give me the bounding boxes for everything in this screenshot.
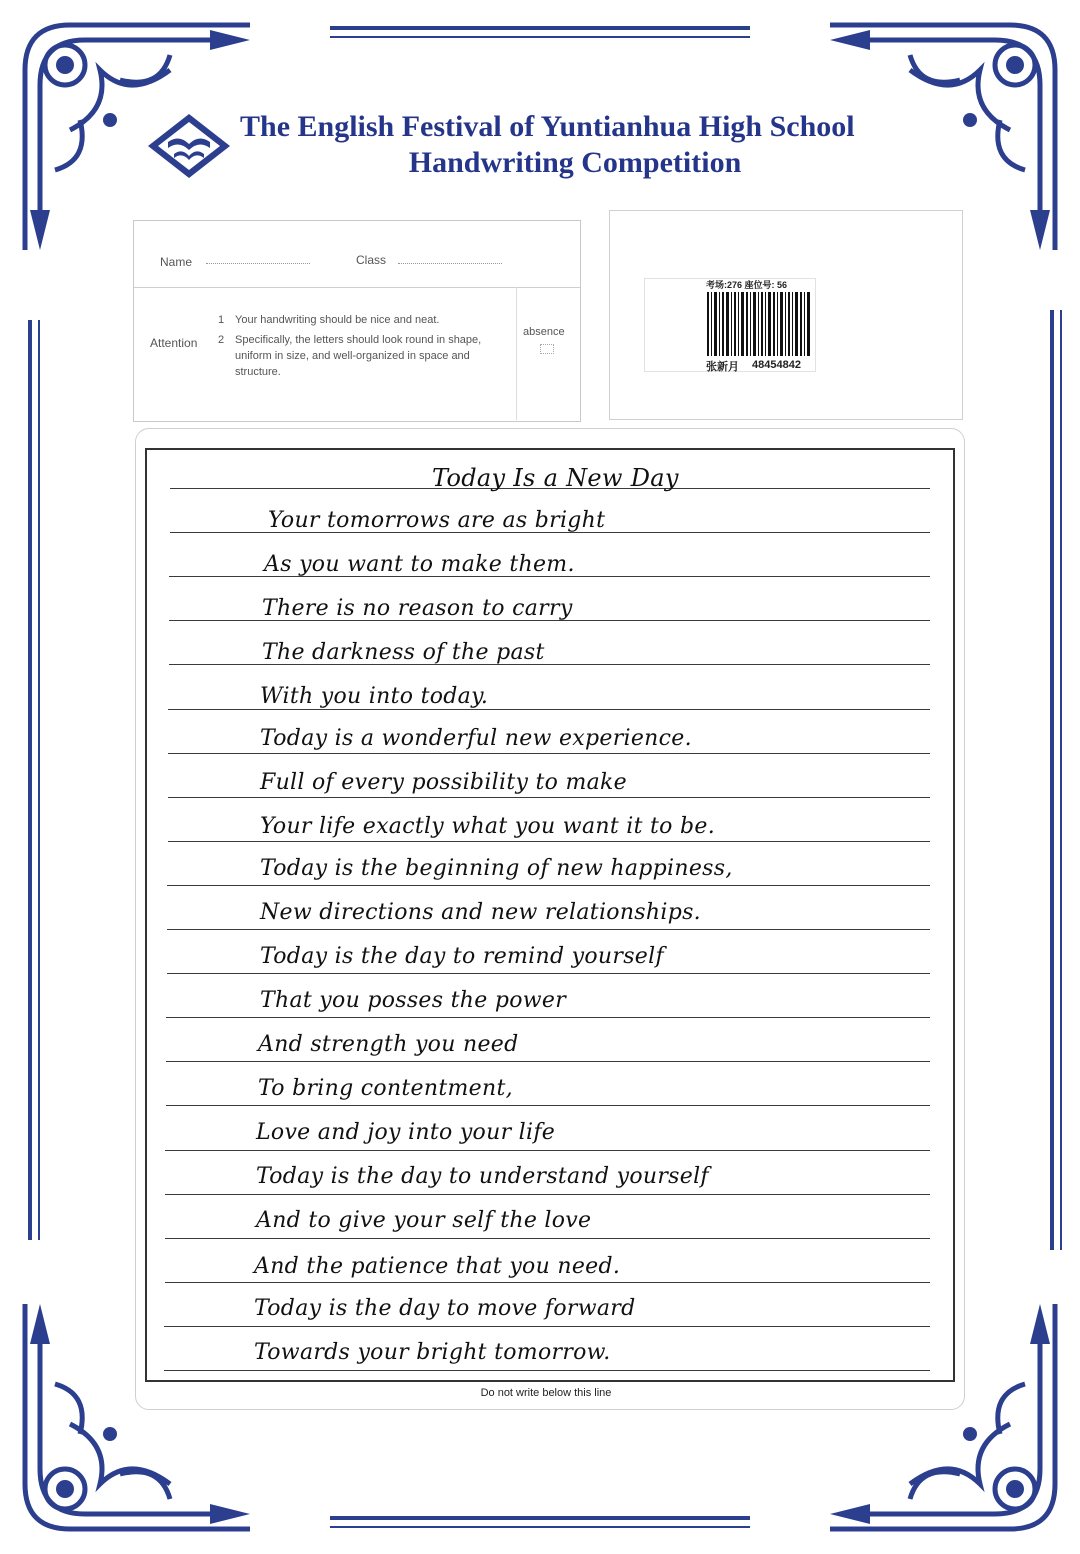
name-field[interactable] (206, 263, 310, 264)
ruled-line (167, 973, 930, 974)
poem-line: With you into today. (260, 684, 489, 709)
barcode-icon (707, 292, 811, 356)
absence-label: absence (523, 326, 565, 338)
frame-right-bar-thin (1060, 310, 1062, 1250)
frame-right-bar (1050, 310, 1054, 1250)
poem-line: Today is the day to understand yourself (256, 1164, 709, 1189)
poem-line: Your life exactly what you want it to be. (260, 814, 716, 839)
poem-line: Love and joy into your life (256, 1120, 556, 1145)
rule-1-text: Your handwriting should be nice and neat. (235, 314, 440, 326)
name-label: Name (160, 255, 193, 269)
info-divider (516, 287, 517, 420)
ruled-line (168, 753, 930, 754)
poem-line: Today is a wonderful new experience. (260, 726, 692, 751)
poem-line: That you posses the power (260, 988, 567, 1013)
ruled-line (166, 1017, 930, 1018)
frame-left-bar (28, 320, 32, 1240)
footer-note: Do not write below this line (480, 1387, 612, 1399)
ruled-line (167, 885, 930, 886)
poem-line: And to give your self the love (256, 1208, 592, 1233)
poem-line: Today is the day to move forward (254, 1296, 636, 1321)
ruled-line (165, 1282, 930, 1283)
title-line-1: The English Festival of Yuntianhua High School (240, 110, 855, 143)
poem-line: The darkness of the past (262, 640, 545, 665)
ruled-line (164, 1370, 930, 1371)
ruled-line (165, 1194, 930, 1195)
title-line-2: Handwriting Competition (408, 146, 742, 179)
poem-line: And strength you need (258, 1032, 519, 1057)
student-name: 张新月 (706, 361, 739, 373)
frame-bottom-bar (330, 1516, 750, 1520)
poem-line: And the patience that you need. (254, 1254, 621, 1279)
school-logo-icon (146, 112, 232, 180)
frame-bottom-bar-thin (330, 1526, 750, 1528)
poem-line: To bring contentment, (258, 1076, 513, 1101)
class-label: Class (356, 253, 387, 267)
ruled-line (168, 797, 930, 798)
frame-top-bar-thin (330, 36, 750, 38)
poem-line: Today is the beginning of new happiness, (260, 856, 733, 881)
exam-seat-info: 考场:276 座位号: 56 (706, 280, 788, 290)
poem-line: Your tomorrows are as bright (268, 508, 606, 533)
ruled-line (165, 1150, 930, 1151)
poem-line: There is no reason to carry (262, 596, 573, 621)
rule-1-number: 1 (218, 314, 225, 326)
ruled-line (167, 929, 930, 930)
frame-top-bar (330, 26, 750, 30)
poem-line: Towards your bright tomorrow. (254, 1340, 611, 1365)
rule-2-number: 2 (218, 334, 225, 346)
poem-title: Today Is a New Day (432, 464, 679, 492)
student-number: 48454842 (752, 359, 801, 371)
ruled-line (166, 1061, 930, 1062)
poem-line: As you want to make them. (264, 552, 575, 577)
poem-line: New directions and new relationships. (260, 900, 701, 925)
ruled-line (165, 1238, 930, 1239)
poem-line: Full of every possibility to make (260, 770, 627, 795)
class-field[interactable] (398, 263, 502, 264)
frame-left-bar-thin (38, 320, 40, 1240)
absence-checkbox[interactable] (540, 344, 554, 354)
ruled-line (164, 1326, 930, 1327)
ruled-line (166, 1105, 930, 1106)
poem-line: Today is the day to remind yourself (260, 944, 664, 969)
ruled-line (168, 841, 930, 842)
attention-label: Attention (150, 336, 198, 350)
rule-2-text: Specifically, the letters should look round in shape, uniform in size, and well-organized in space and structure. (235, 334, 482, 378)
